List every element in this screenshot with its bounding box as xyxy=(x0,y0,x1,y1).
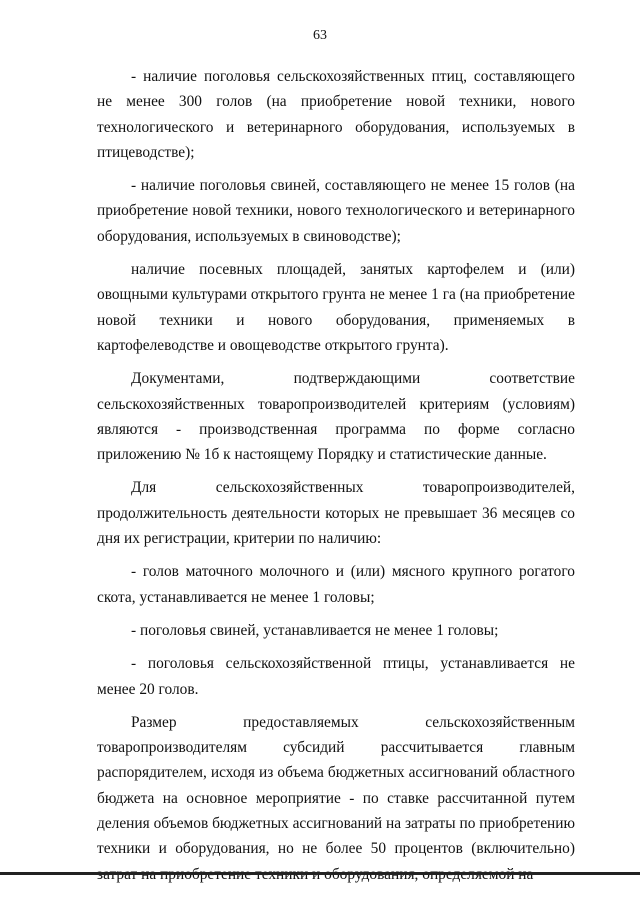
paragraph-pigs-min: - поголовья свиней, устанавливается не менее 1 головы; xyxy=(131,621,499,639)
paragraph-new-producers: Для сельскохозяйственных товаропроизводителей, продолжительность деятельности которых не превышает 36 месяцев со дня их регистрации, критерии по наличию: xyxy=(97,479,575,548)
paragraph-crops: наличие посевных площадей, занятых картофелем и (или) овощными культурами открытого грунта не менее 1 га (на приобретение новой техники и нового оборудования, применяемых в картофелеводстве и овощеводстве открытого грунта). xyxy=(97,261,575,354)
page-number: 63 xyxy=(313,28,327,43)
paragraph-cattle: - голов маточного молочного и (или) мясного крупного рогатого скота, устанавливается не менее 1 головы; xyxy=(97,563,575,606)
scan-edge-line xyxy=(0,872,640,875)
paragraph-poultry: - наличие поголовья сельскохозяйственных птиц, составляющего не менее 300 голов (на приобретение новой техники, нового технологического и ветеринарного оборудования, используемых в птицеводстве); xyxy=(97,68,575,161)
paragraph-poultry-min: - поголовья сельскохозяйственной птицы, устанавливается не менее 20 голов. xyxy=(97,655,575,698)
paragraph-subsidy-size: Размер предоставляемых сельскохозяйственным товаропроизводителям субсидий рассчитывается главным распорядителем, исходя из объема бюджетных ассигнований областного бюджета на основное мероприятие - по ставке рассчитанной путем деления объемов бюджетных ассигнований на затраты по приобретению техники и оборудования, но не более 50 процентов (включительно) xyxy=(97,713,575,858)
body-text xyxy=(97,64,575,887)
paragraph-pigs: - наличие поголовья свиней, составляющего не менее 15 голов (на приобретение новой техники, нового технологического и ветеринарного оборудования, используемых в свиноводстве); xyxy=(97,177,575,245)
paragraph-documents: Документами, подтверждающими соответствие сельскохозяйственных товаропроизводителей критериям (условиям) являются - производственная программа по форме согласно приложению № 1б к настоящему Порядку и статистические данные. xyxy=(97,370,575,464)
